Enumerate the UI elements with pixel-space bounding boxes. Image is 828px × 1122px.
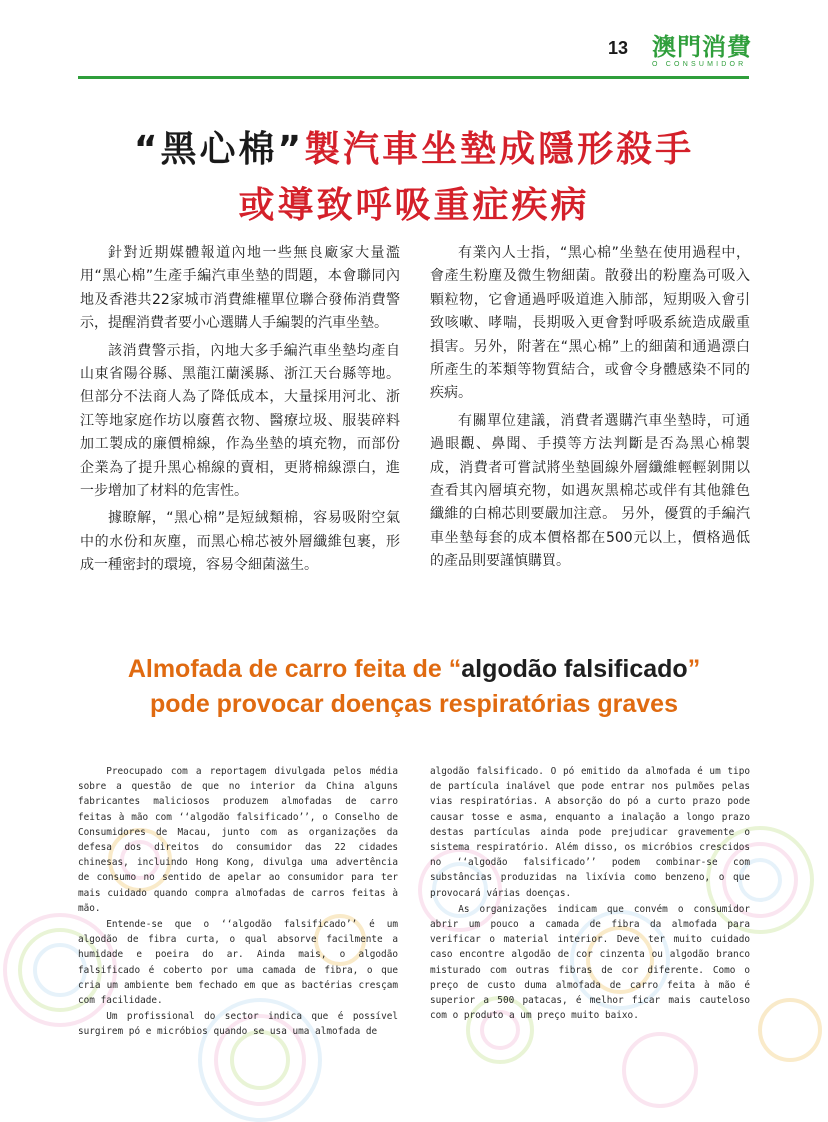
page-number: 13 bbox=[608, 38, 629, 58]
portuguese-paragraph: Entende-se que o ‘‘algodão falsificado’’ é um algodão de fibra curta, o qual absorve facilmente a humidade e poeira do ar. Ainda mais, o algodão falsificado é coberto por uma camada de fibra, o que cria um ambiente bem fechado em que as bactérias cresçam com facilidade. bbox=[78, 919, 398, 1007]
portuguese-headline bbox=[60, 652, 768, 722]
chinese-paragraph: 該消費警示指，內地大多手編汽車坐墊均產自山東省陽谷縣、黑龍江蘭溪縣、浙江天台縣等地。但部分不法商人為了降低成本，大量採用河北、浙江等地家庭作坊以廢舊衣物、醫療垃圾、服裝碎料加工製成的廉價棉線，作為坐墊的填充物，而部份企業為了提升黑心棉線的賣相，更將棉線漂白，進一步增加了材料的危害性。 bbox=[80, 342, 400, 500]
portuguese-headline-line-1 bbox=[60, 652, 768, 687]
brand-subtitle: O CONSUMIDOR bbox=[652, 61, 747, 68]
portuguese-paragraph: As organizações indicam que convém o consumidor abrir um pouco a camada de fibra da almofada para verificar o material interior. Deve ter muito cuidado caso encontre algodão de cor cinzenta ou algodão branco misturado com outras fibras de cor diferente. Como o preço de custo duma almofada de carro feita à mão é superior a 500 patacas, é melhor ficar mais cauteloso com o produto a um preço muito baixo. bbox=[430, 903, 750, 1022]
portuguese-headline-open-quote: “ bbox=[448, 655, 462, 683]
chinese-paragraph: 據瞭解，“黑心棉”是短絨類棉，容易吸附空氣中的水份和灰塵，而黑心棉芯被外層纖維包裹，形成一種密封的環境，容易令細菌滋生。 bbox=[80, 510, 400, 574]
portuguese-column-left bbox=[78, 764, 398, 1041]
chinese-headline-open-quote: “ bbox=[133, 129, 161, 170]
chinese-headline bbox=[60, 122, 768, 234]
portuguese-paragraph: Um profissional do sector indica que é possível surgirem pó e micróbios quando se usa uma almofada de bbox=[78, 1011, 398, 1038]
portuguese-headline-prefix: Almofada de carro feita de bbox=[127, 655, 449, 683]
chinese-paragraph: 有業內人士指，“黑心棉”坐墊在使用過程中，會產生粉塵及微生物細菌。散發出的粉塵為可吸入顆粒物，它會通過呼吸道進入肺部，短期吸入會引致咳嗽、哮喘，長期吸入更會對呼吸系統造成嚴重損害。另外，附著在“黑心棉”上的細菌和通過漂白所產生的苯類等物質結合，或會令身體感染不同的疾病。 bbox=[430, 245, 750, 402]
portuguese-headline-term: algodão falsificado bbox=[461, 655, 688, 683]
brand-logo bbox=[652, 34, 762, 68]
chinese-headline-close-quote: ” bbox=[277, 129, 305, 170]
portuguese-column-right bbox=[430, 764, 750, 1024]
chinese-paragraph: 有關單位建議，消費者選購汽車坐墊時，可通過眼觀、鼻聞、手摸等方法判斷是否為黑心棉製成，消費者可嘗試將坐墊圓線外層纖維輕輕剝開以查看其內層填充物，如遇灰黑棉芯或伴有其他雜色纖維的白棉芯則要嚴加注意。 另外，優質的手編汽車坐墊每套的成本價格都在500元以上，價格過低的產品則要謹慎購買。 bbox=[430, 412, 750, 570]
portuguese-paragraph: algodão falsificado. O pó emitido da almofada é um tipo de partícula inalável que pode entrar nos pulmões pelas vias respiratórias. A absorção do pó a curto prazo pode causar tosse e asma, enquanto a inalação a longo prazo destas partículas ainda pode prejudicar gravemente o sistema respiratório. Além disso, os micróbios crescidos no ‘‘algodão falsificado’’ podem combinar-se com substâncias produzidas na lixívia como benzeno, o que provocará várias doenças. bbox=[430, 766, 750, 899]
chinese-paragraph: 針對近期媒體報道內地一些無良廠家大量濫用“黑心棉”生產手編汽車坐墊的問題，本會聯同內地及香港共22家城市消費維權單位聯合發佈消費警示，提醒消費者要小心選購人手編製的汽車坐墊。 bbox=[80, 245, 400, 332]
portuguese-headline-line-2: pode provocar doenças respiratórias graves bbox=[150, 690, 678, 718]
chinese-headline-term: 黑心棉 bbox=[160, 129, 278, 170]
portuguese-paragraph: Preocupado com a reportagem divulgada pelos média sobre a questão de que no interior da China alguns fabricantes maliciosos produzem almofadas de carro feitas à mão com ‘‘algodão falsificado’’, o Conselho de Consumidores de Macau, junto com as organizações da defesa dos direitos do consumidor das 22 cidades chinesas, incluindo Hong Kong, divulga uma advertência de consumo no sentido de apelar ao consumidor para ter mais cuidado quando compra almofadas de carros feitas à mão. bbox=[78, 766, 398, 914]
chinese-column-right bbox=[430, 242, 750, 578]
chinese-column-left bbox=[80, 242, 400, 582]
chinese-headline-line-1 bbox=[60, 122, 768, 178]
chinese-headline-line-2: 或導致呼吸重症疾病 bbox=[238, 185, 590, 226]
portuguese-headline-close-quote: ” bbox=[687, 655, 701, 683]
brand-name: 澳門消費 bbox=[652, 33, 752, 61]
header-divider bbox=[78, 76, 749, 79]
chinese-headline-rest: 製汽車坐墊成隱形殺手 bbox=[304, 129, 695, 170]
